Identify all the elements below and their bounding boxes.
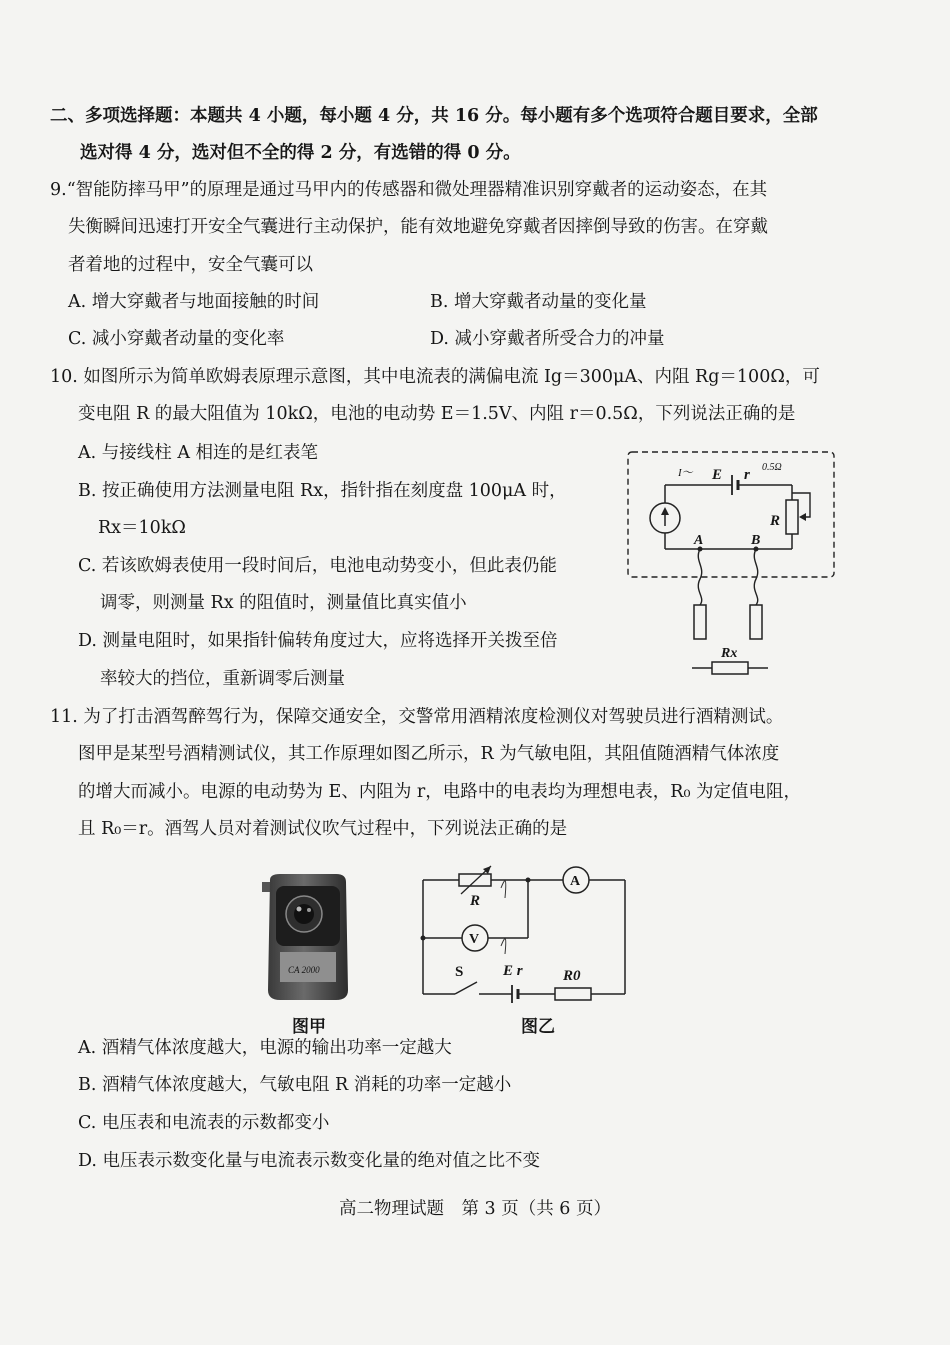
dashed-enclosure [628,452,834,577]
page-footer: 高二物理试题 第 3 页（共 6 页） [338,1199,612,1219]
q11-option-c: C. 电压表和电流表的示数都变小 [78,1113,330,1133]
q9-option-c: C. 减小穿戴者动量的变化率 [68,329,285,349]
test-probe-left [694,605,706,639]
q10-option-b-line1: B. 按正确使用方法测量电阻 Rx，指针指在刻度盘 100μA 时， [78,481,567,501]
source-label: E r [503,963,523,979]
q10-option-c-line2: 调零，则测量 Rx 的阻值时，测量值比真实值小 [100,593,467,613]
gas-sensor-resistor [459,874,491,886]
voltmeter-label: V [469,932,480,947]
section-heading-line1: 二、多项选择题：本题共 4 小题，每小题 4 分，共 16 分。每小题有多个选项符合题目要求，全部 [50,106,818,126]
resistor-r0 [555,988,591,1000]
q9-stem-line1: 9.“智能防摔马甲”的原理是通过马甲内的传感器和微处理器精准识别穿戴者的运动姿态，在其 [50,180,768,200]
q11-stem-line3: 的增大而减小。电源的电动势为 E、内阻为 r，电路中的电表均为理想电表，R₀ 为定值电阻， [78,782,802,802]
q11-option-d: D. 电压表示数变化量与电流表示数变化量的绝对值之比不变 [78,1151,541,1171]
q11-option-a: A. 酒精气体浓度越大，电源的输出功率一定越大 [78,1038,452,1058]
q9-option-a: A. 增大穿戴者与地面接触的时间 [68,292,320,312]
label-r: R [770,513,781,529]
q9-stem-line2: 失衡瞬间迅速打开安全气囊进行主动保护，能有效地避免穿戴者因摔倒导致的伤害。在穿戴 [68,217,768,237]
q11-stem-line2: 图甲是某型号酒精测试仪，其工作原理如图乙所示，R 为气敏电阻，其阻值随酒精气体浓度 [78,744,780,764]
figure-b-caption: 图乙 [521,1017,555,1037]
label-e: E [712,467,723,483]
q11-stem-line4: 且 R₀＝r。酒驾人员对着测试仪吹气过程中，下列说法正确的是 [78,819,568,839]
label-rx: Rx [721,646,738,661]
q10-option-a: A. 与接线柱 A 相连的是红表笔 [78,443,319,463]
handwritten-note-right: 0.5Ω [762,462,782,473]
q9-stem-line3: 者着地的过程中，安全气囊可以 [68,255,313,275]
q10-stem-line1: 10. 如图所示为简单欧姆表原理示意图，其中电流表的满偏电流 Ig＝300μA、内阻 Rg＝100Ω，可 [50,367,820,387]
rheostat-r [786,500,798,534]
q9-option-d: D. 减小穿戴者所受合力的冲量 [430,329,665,349]
switch-s [455,982,477,994]
handwritten-note-left: I～ [678,467,693,479]
breathalyzer-photo [258,872,358,1004]
circuit-label-r: R [470,893,481,909]
section-heading-line2: 选对得 4 分，选对但不全的得 2 分，有选错的得 0 分。 [80,143,521,163]
alcohol-tester-circuit [415,862,635,1007]
q11-stem-line1: 11. 为了打击酒驾醉驾行为，保障交通安全，交警常用酒精浓度检测仪对驾驶员进行酒精测试。 [50,707,784,727]
switch-label: S [455,964,464,980]
q9-option-b: B. 增大穿戴者动量的变化量 [430,292,647,312]
resistor-rx [712,662,748,674]
test-probe-right [750,605,762,639]
device-model-label: CA 2000 [288,965,320,975]
ammeter-label: A [570,874,581,889]
q10-stem-line2: 变电阻 R 的最大阻值为 10kΩ，电池的电动势 E＝1.5V、内阻 r＝0.5Ω，下列说法正确的是 [78,404,796,424]
ohmmeter-diagram [620,445,842,685]
r0-label: R0 [563,968,581,984]
label-b: B [751,533,761,548]
q10-option-c-line1: C. 若该欧姆表使用一段时间后，电池电动势变小，但此表仍能 [78,556,557,576]
label-a: A [694,533,704,548]
q11-option-b: B. 酒精气体浓度越大，气敏电阻 R 消耗的功率一定越小 [78,1075,512,1095]
figure-a-caption: 图甲 [292,1017,326,1037]
label-r-internal: r [744,467,750,483]
q10-option-d-line2: 率较大的挡位，重新调零后测量 [100,669,345,689]
q10-option-d-line1: D. 测量电阻时，如果指针偏转角度过大，应将选择开关拨至倍 [78,631,558,651]
q10-option-b-line2: Rx＝10kΩ [98,518,186,538]
